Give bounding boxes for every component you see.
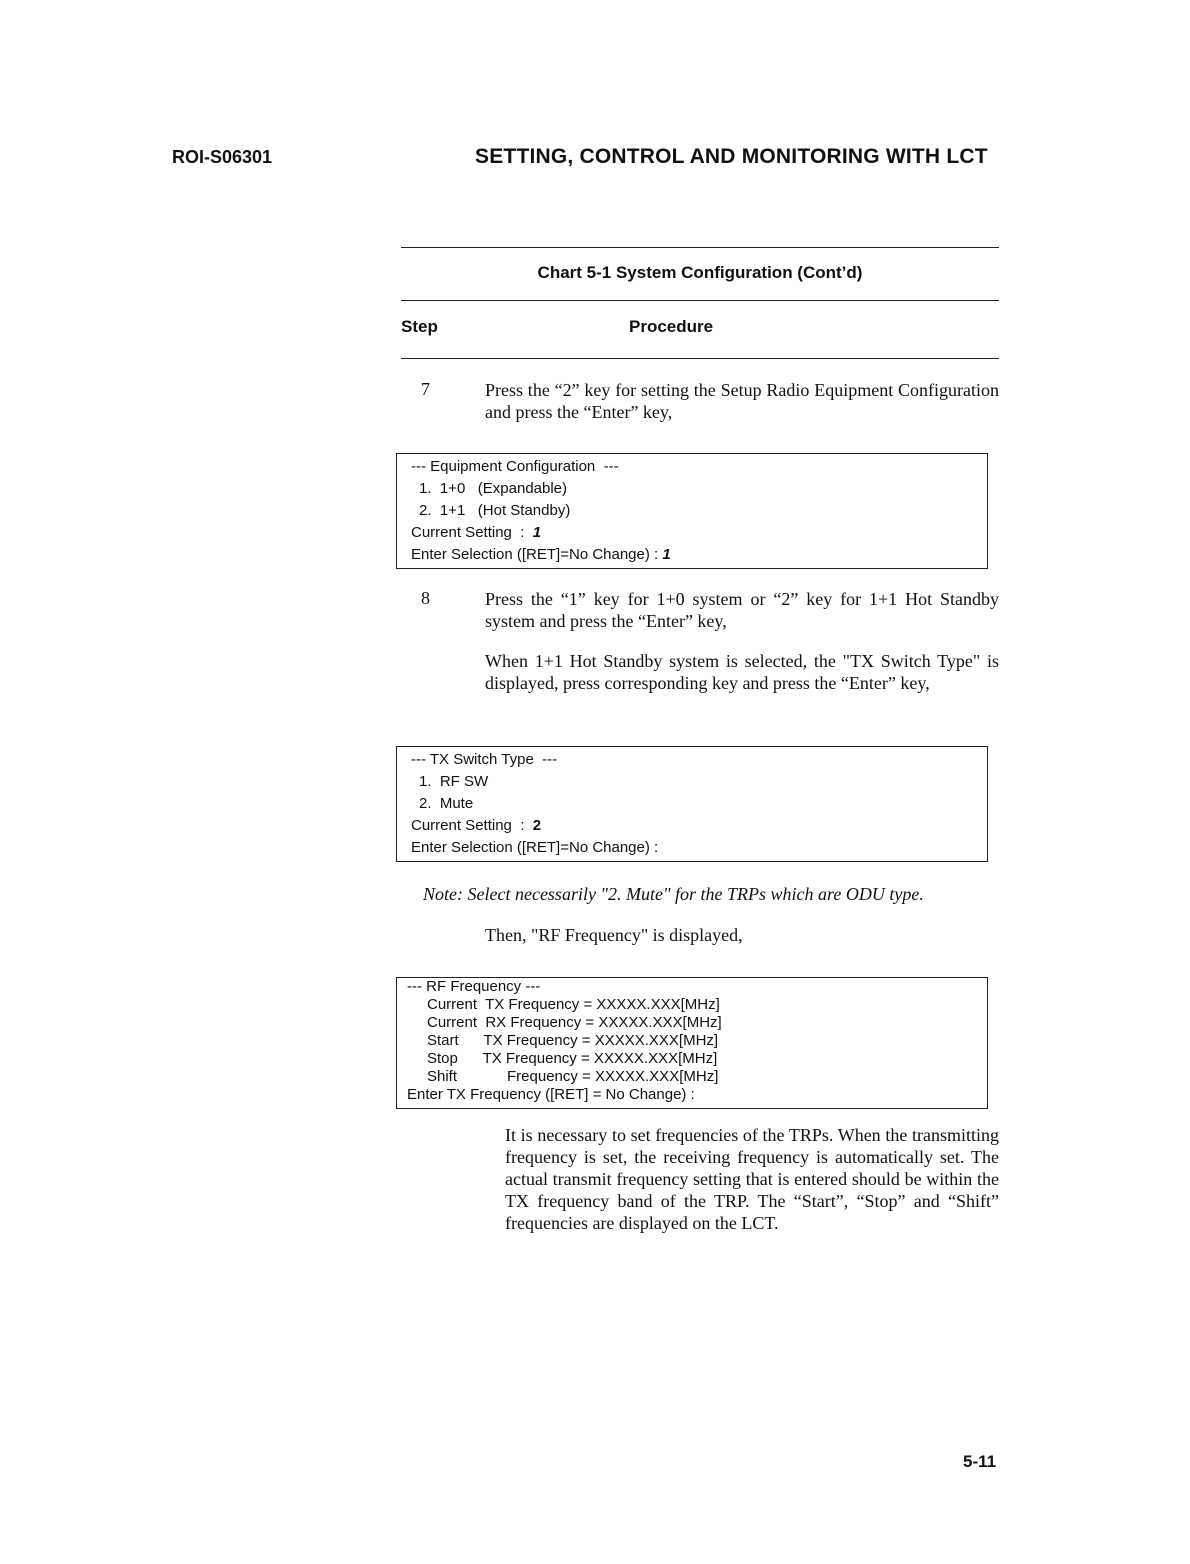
tx-switch-type-screen bbox=[396, 746, 988, 862]
section-title: SETTING, CONTROL AND MONITORING WITH LCT bbox=[475, 145, 988, 168]
rf-frequency-intro: Then, "RF Frequency" is displayed, bbox=[485, 925, 743, 945]
lct-enter-selection: Enter Selection ([RET]=No Change) : bbox=[411, 839, 659, 856]
lct-option-1: 1. 1+0 (Expandable) bbox=[419, 480, 568, 497]
note-text: Note: Select necessarily "2. Mute" for the TRPs which are ODU type. bbox=[423, 884, 924, 904]
rf-enter-tx-frequency: Enter TX Frequency ([RET] = No Change) : bbox=[407, 1086, 695, 1103]
enter-selection-label: Enter Selection ([RET]=No Change) : bbox=[411, 546, 663, 563]
rf-current-rx-line: Current RX Frequency = XXXXX.XXX[MHz] bbox=[427, 1014, 722, 1031]
lct-title: --- Equipment Configuration --- bbox=[411, 458, 619, 475]
chart-body-rule bbox=[401, 358, 999, 359]
lct-title: --- TX Switch Type --- bbox=[411, 751, 558, 768]
current-setting-value: 2 bbox=[532, 817, 542, 834]
lct-current-setting bbox=[397, 815, 987, 837]
document-id: ROI-S06301 bbox=[172, 147, 273, 167]
lct-option-2: 2. 1+1 (Hot Standby) bbox=[419, 502, 571, 519]
lct-title: --- RF Frequency --- bbox=[407, 978, 541, 995]
frequency-explanation: It is necessary to set frequencies of the TRPs. When the transmitting frequency is set, the receiving frequency is automatically set. The actual transmit frequency setting that is entered should be within the TX frequency band of the TRP. The “Start”, “Stop” and “Shift” frequencies are displayed on the LCT. bbox=[505, 1125, 999, 1233]
chart-title: Chart 5-1 System Configuration (Cont’d) bbox=[537, 263, 863, 282]
equipment-configuration-screen bbox=[396, 453, 988, 569]
step-8-tx-switch-text: When 1+1 Hot Standby system is selected, the "TX Switch Type" is displayed, press corresponding key and press the “Enter” key, bbox=[485, 651, 999, 693]
current-setting-label: Current Setting : bbox=[411, 817, 533, 834]
rf-current-tx-line: Current TX Frequency = XXXXX.XXX[MHz] bbox=[427, 996, 720, 1013]
step-7-text: Press the “2” key for setting the Setup Radio Equipment Configuration and press the “Enter” key, bbox=[485, 380, 999, 422]
rf-start-tx-line: Start TX Frequency = XXXXX.XXX[MHz] bbox=[427, 1032, 719, 1049]
column-header-procedure: Procedure bbox=[629, 317, 714, 336]
chart-top-rule bbox=[401, 247, 999, 248]
current-setting-label: Current Setting : bbox=[411, 524, 533, 541]
page-number: 5-11 bbox=[963, 1452, 997, 1471]
enter-selection-value: 1 bbox=[662, 546, 671, 563]
chart-header-rule bbox=[401, 300, 999, 301]
lct-current-setting bbox=[397, 522, 987, 544]
lct-enter-selection bbox=[397, 544, 987, 566]
current-setting-value: 1 bbox=[532, 524, 542, 541]
rf-stop-tx-line: Stop TX Frequency = XXXXX.XXX[MHz] bbox=[427, 1050, 718, 1067]
rf-shift-line: Shift Frequency = XXXXX.XXX[MHz] bbox=[427, 1068, 719, 1085]
column-header-step: Step bbox=[401, 317, 438, 336]
lct-option-1: 1. RF SW bbox=[419, 773, 489, 790]
step-number-7: 7 bbox=[421, 379, 430, 399]
step-8-text: Press the “1” key for 1+0 system or “2” key for 1+1 Hot Standby system and press the “Enter” key, bbox=[485, 589, 999, 631]
step-number-8: 8 bbox=[421, 588, 430, 608]
rf-frequency-screen bbox=[396, 977, 988, 1109]
lct-option-2: 2. Mute bbox=[419, 795, 474, 812]
